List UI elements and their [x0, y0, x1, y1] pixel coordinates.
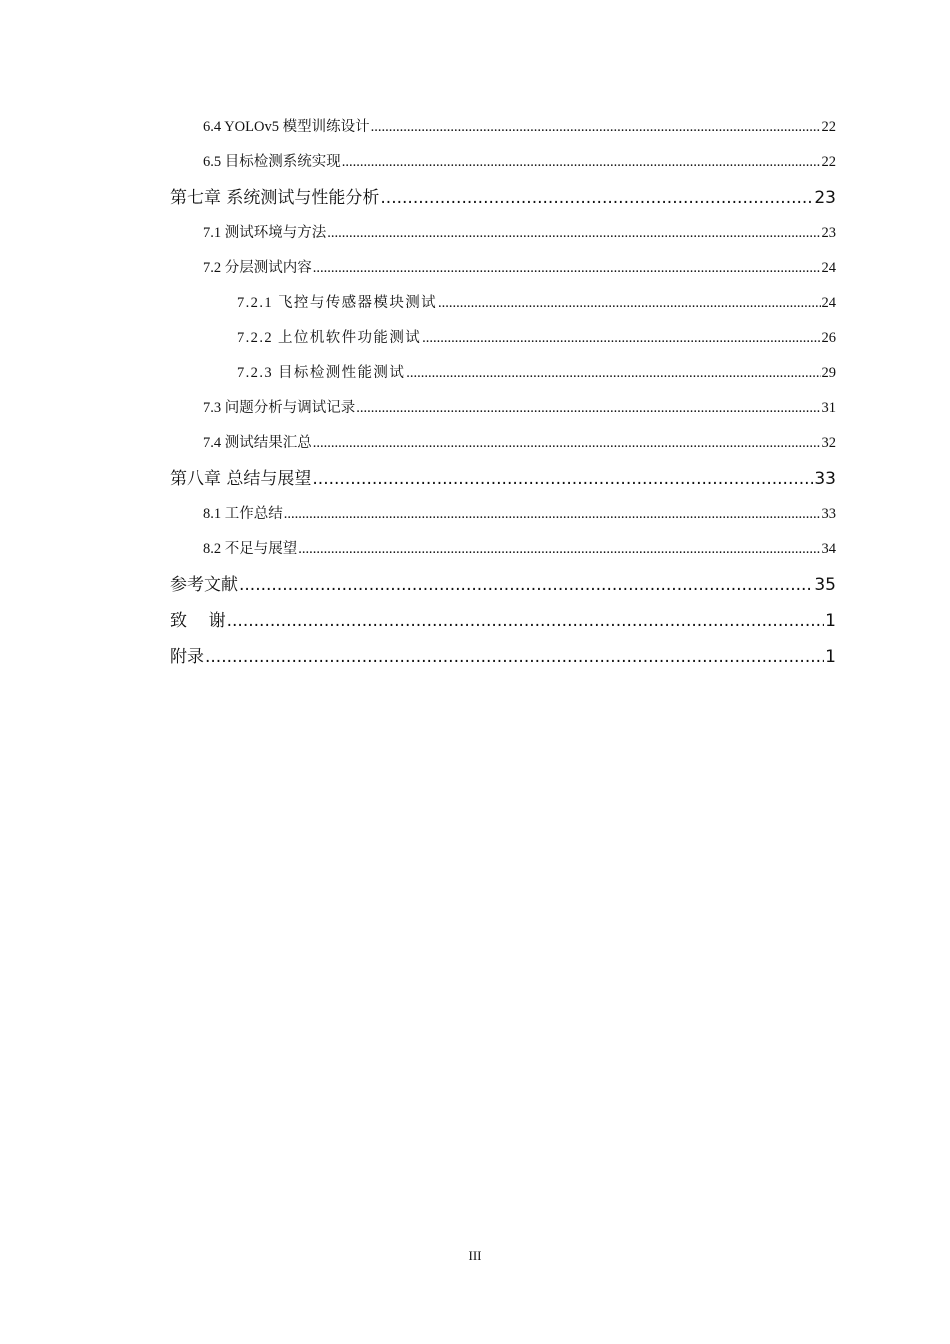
- toc-entry-title: 7.2.1 飞控与传感器模块测试: [237, 295, 438, 311]
- dot-leader: [422, 321, 820, 356]
- toc-entry[interactable]: [170, 216, 836, 251]
- toc-entry[interactable]: [170, 110, 836, 145]
- dot-leader: [312, 461, 813, 497]
- toc-entry-title: 8.2 不足与展望: [203, 541, 298, 557]
- toc-entry-title: 7.4 测试结果汇总: [203, 435, 312, 451]
- dot-leader: [406, 356, 820, 391]
- dot-leader: [438, 286, 820, 321]
- toc-subentry[interactable]: [170, 356, 836, 391]
- dot-leader: [327, 216, 820, 251]
- page-number-footer: III: [468, 1248, 482, 1263]
- toc-entry-page: 33: [821, 506, 836, 522]
- toc-entry-page: 24: [821, 295, 836, 311]
- toc-entry-page: 29: [821, 365, 836, 381]
- dot-leader: [239, 567, 813, 603]
- toc-entry-title: 附录: [170, 647, 204, 667]
- toc-entry[interactable]: [170, 532, 836, 567]
- toc-chapter[interactable]: [170, 461, 836, 497]
- toc-entry-title: 7.1 测试环境与方法: [203, 225, 327, 241]
- dot-leader: [342, 145, 821, 180]
- toc-entry-title: 8.1 工作总结: [203, 506, 283, 522]
- toc-entry-page: 23: [814, 188, 836, 208]
- toc-entry-title: 7.3 问题分析与调试记录: [203, 400, 356, 416]
- dot-leader: [313, 426, 821, 461]
- toc-entry-page: 32: [821, 435, 836, 451]
- toc-chapter[interactable]: [170, 603, 836, 639]
- toc-entry-title: 7.2 分层测试内容: [203, 260, 312, 276]
- dot-leader: [356, 391, 820, 426]
- toc-entry[interactable]: [170, 426, 836, 461]
- dot-leader: [298, 532, 820, 567]
- toc-entry-title: 致 谢: [170, 611, 226, 631]
- dot-leader: [313, 251, 821, 286]
- toc-entry-page: 33: [814, 469, 836, 489]
- toc-entry[interactable]: [170, 251, 836, 286]
- toc-entry-title: 参考文献: [170, 575, 238, 595]
- table-of-contents: [170, 110, 836, 675]
- toc-entry-title: 7.2.3 目标检测性能测试: [237, 365, 406, 381]
- toc-entry-page: 22: [821, 119, 836, 135]
- toc-entry-page: 34: [821, 541, 836, 557]
- toc-entry-title: 第八章 总结与展望: [170, 469, 312, 489]
- toc-entry-page: 24: [821, 260, 836, 276]
- toc-entry[interactable]: [170, 391, 836, 426]
- toc-chapter[interactable]: [170, 639, 836, 675]
- toc-entry-page: 1: [825, 647, 836, 667]
- toc-subentry[interactable]: [170, 286, 836, 321]
- toc-entry-page: 31: [821, 400, 836, 416]
- toc-entry-page: 26: [821, 330, 836, 346]
- toc-entry[interactable]: [170, 497, 836, 532]
- toc-entry-title: 7.2.2 上位机软件功能测试: [237, 330, 422, 346]
- toc-entry-page: 22: [821, 154, 836, 170]
- toc-entry-page: 23: [821, 225, 836, 241]
- dot-leader: [380, 180, 813, 216]
- toc-entry-page: 35: [814, 575, 836, 595]
- toc-entry-title: 6.5 目标检测系统实现: [203, 154, 341, 170]
- toc-entry-page: 1: [825, 611, 836, 631]
- toc-chapter[interactable]: [170, 180, 836, 216]
- dot-leader: [227, 603, 825, 639]
- toc-entry-title: 第七章 系统测试与性能分析: [170, 188, 380, 208]
- toc-entry[interactable]: [170, 145, 836, 180]
- toc-chapter[interactable]: [170, 567, 836, 603]
- dot-leader: [284, 497, 821, 532]
- dot-leader: [205, 639, 824, 675]
- toc-entry-title: 6.4 YOLOv5 模型训练设计: [203, 119, 370, 135]
- dot-leader: [371, 110, 821, 145]
- toc-subentry[interactable]: [170, 321, 836, 356]
